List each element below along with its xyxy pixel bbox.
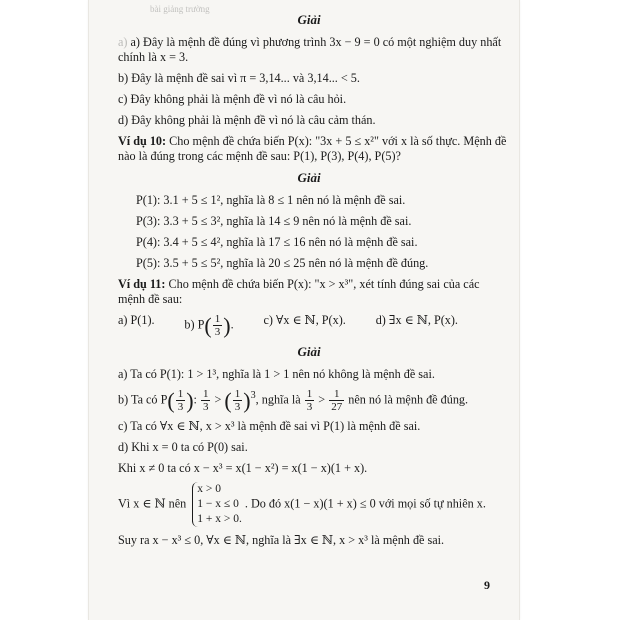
- solution-d: d) Khi x = 0 ta có P(0) sai.: [118, 440, 248, 454]
- solution-heading: Giải: [297, 12, 321, 27]
- example-10-line2: nào là đúng trong các mệnh đề sau: P(1), P(3), P(4), P(5)?: [118, 149, 401, 163]
- example-11-options: [118, 313, 458, 338]
- p3-line: P(3): 3.3 + 5 ≤ 3², nghĩa là 14 ≤ 9 nên nó là mệnh đề sai.: [136, 214, 412, 228]
- solution-e: Khi x ≠ 0 ta có x − x³ = x(1 − x²) = x(1 − x)(1 + x).: [118, 461, 368, 475]
- answer-d: d) Đây không phải là mệnh đề vì nó là câu cảm thán.: [118, 113, 376, 127]
- solution-f: Vì x ∈ ℕ nên x > 0 1 − x ≤ 0 1 + x > 0. . Do đó x(1 − x)(1 + x) ≤ 0 với mọi số tự nhiên x.: [118, 483, 486, 525]
- p1-line: P(1): 3.1 + 5 ≤ 1², nghĩa là 8 ≤ 1 nên nó là mệnh đề sai.: [136, 193, 406, 207]
- page-content: [118, 6, 507, 548]
- example-11-line1: Ví dụ 11: Cho mệnh đề chứa biến P(x): "x > x³", xét tính đúng sai của các: [118, 277, 480, 291]
- solution-heading: Giải: [297, 170, 321, 185]
- answer-a-line2: chính là x = 3.: [118, 50, 189, 64]
- inequality-system: x > 0 1 − x ≤ 0 1 + x > 0.: [192, 482, 242, 527]
- p5-line: P(5): 3.5 + 5 ≤ 5², nghĩa là 20 ≤ 25 nên nó là mệnh đề đúng.: [136, 256, 429, 270]
- solution-g: Suy ra x − x³ ≤ 0, ∀x ∈ ℕ, nghĩa là ∃x ∈ ℕ, x > x³ là mệnh đề sai.: [118, 533, 445, 547]
- option-a: a) P(1).: [118, 313, 155, 327]
- page-number: 9: [484, 578, 490, 592]
- answer-b: b) Đây là mệnh đề sai vì π = 3,14... và 3,14... < 5.: [118, 71, 360, 85]
- example-11-line2: mệnh đề sau:: [118, 292, 183, 306]
- option-b: b) P( $\frac{1}{3}$ ).: [184, 313, 234, 338]
- answer-c: c) Đây không phải là mệnh đề vì nó là câu hỏi.: [118, 92, 347, 106]
- header-mark: bài giảng trường: [150, 4, 210, 14]
- option-d: d) ∃x ∈ ℕ, P(x).: [375, 313, 458, 327]
- solution-b: b) Ta có P( $\frac{1}{3}$ ): $\frac{1}{3}$ > ( $\frac{1}{3}$ )$^3$, nghĩa là $\frac{1}{3}$ > $\frac{1}{27}$ nên nó là mệnh đề đúng.: [118, 388, 469, 413]
- option-c: c) ∀x ∈ ℕ, P(x).: [263, 313, 346, 327]
- solution-a: a) Ta có P(1): 1 > 1³, nghĩa là 1 > 1 nên nó không là mệnh đề sai.: [118, 367, 435, 381]
- fraction: $\frac{1}{3}$: [214, 313, 221, 338]
- example-10-line1: Ví dụ 10: Cho mệnh đề chứa biến P(x): "3x + 5 ≤ x²" với x là số thực. Mệnh đề: [118, 134, 507, 148]
- solution-c: c) Ta có ∀x ∈ ℕ, x > x³ là mệnh đề sai vì P(1) là mệnh đề sai.: [118, 419, 421, 433]
- solution-heading: Giải: [297, 344, 321, 359]
- answer-a-line1: a) a) Đây là mệnh đề đúng vì phương trình 3x − 9 = 0 có một nghiệm duy nhất: [118, 35, 502, 49]
- p4-line: P(4): 3.4 + 5 ≤ 4², nghĩa là 17 ≤ 16 nên nó là mệnh đề sai.: [136, 235, 418, 249]
